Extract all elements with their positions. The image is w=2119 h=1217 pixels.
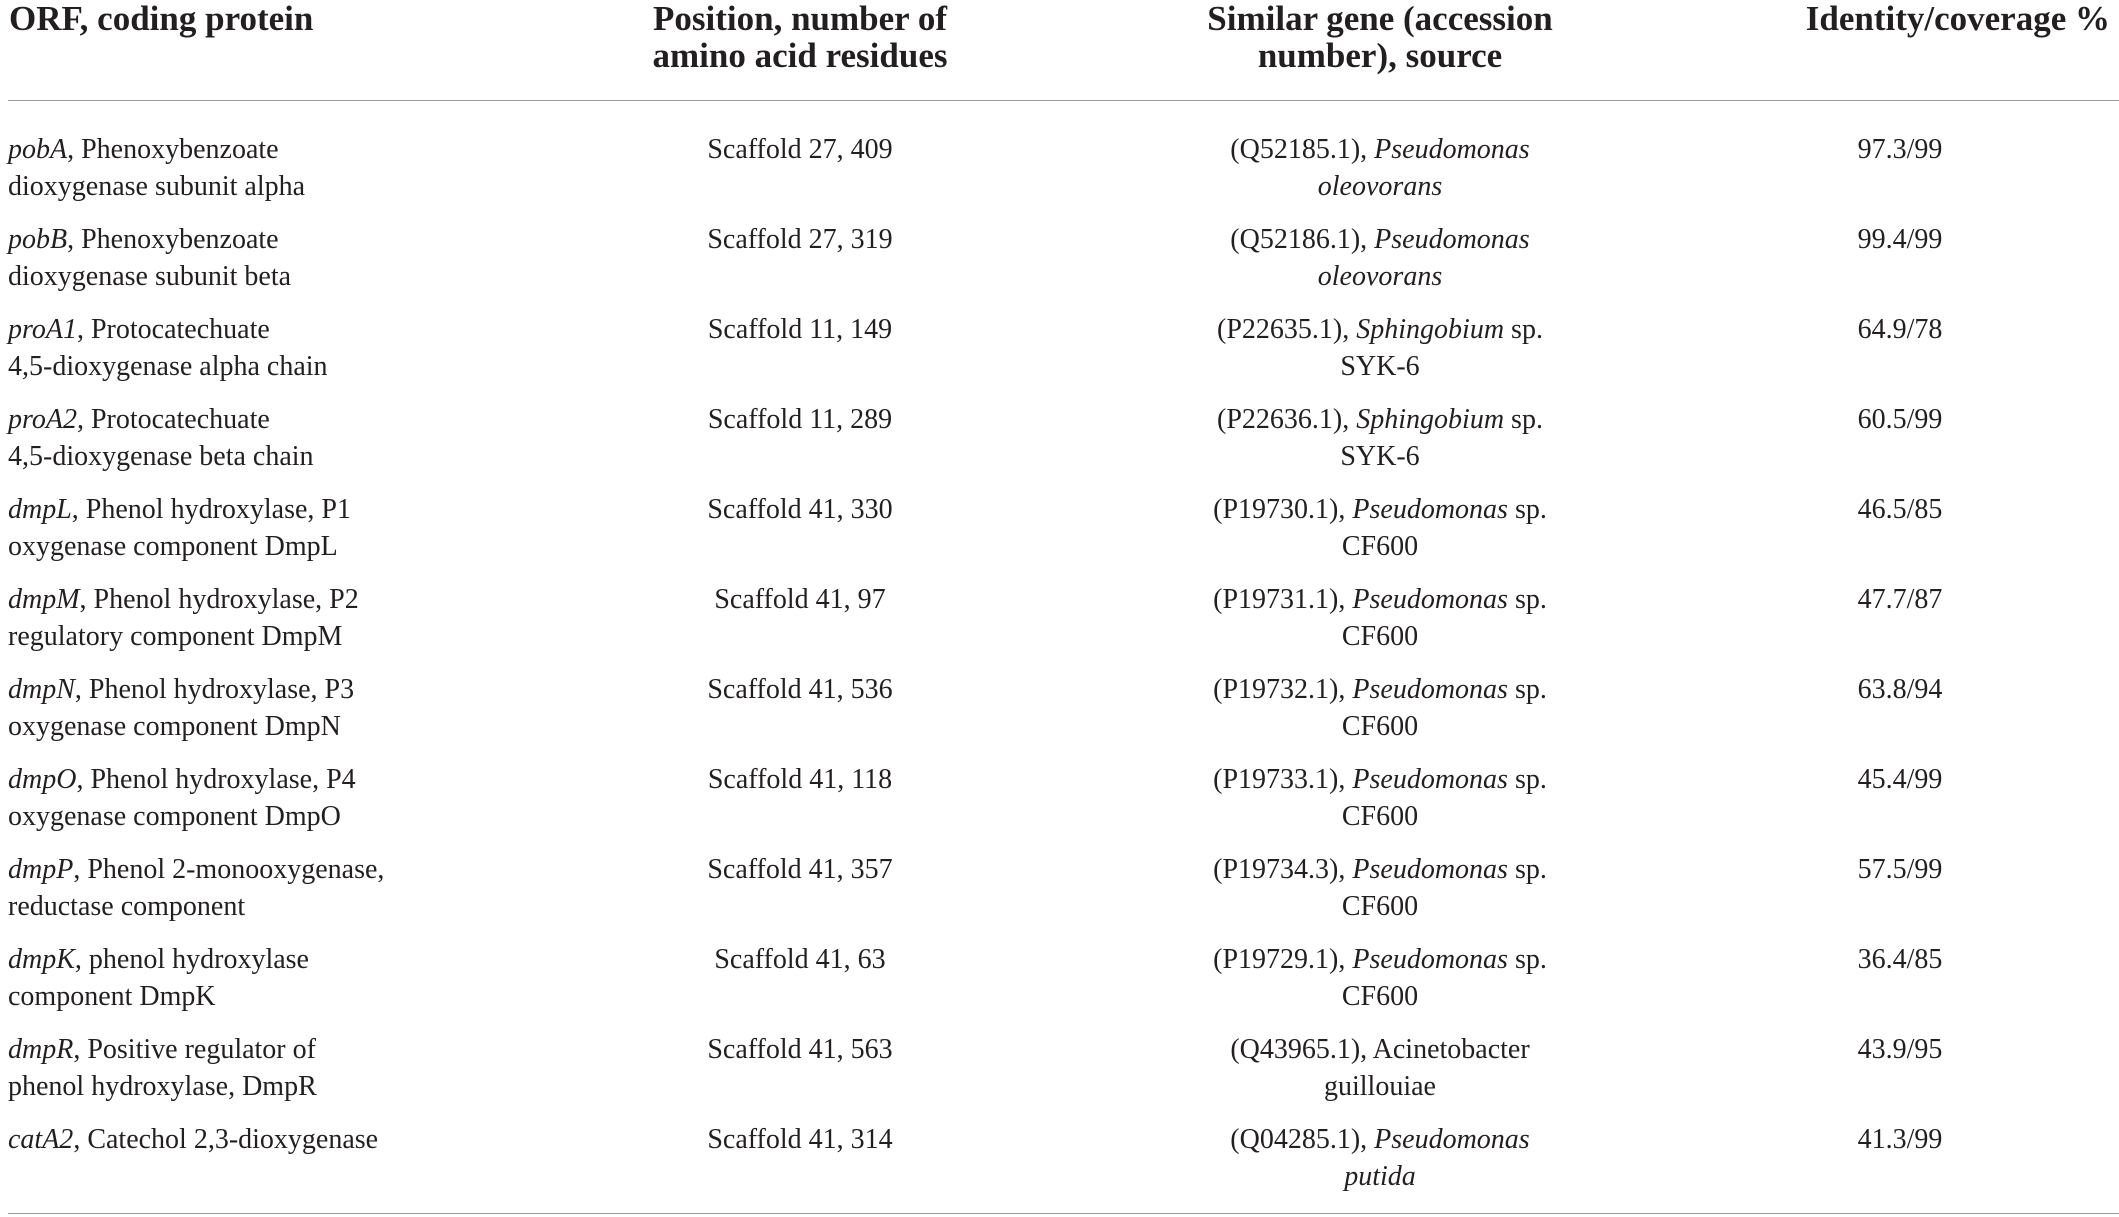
protein-desc-line1: , Phenol hydroxylase, P4 [76, 764, 356, 795]
protein-desc-line1: , Protocatechuate [76, 404, 270, 435]
identity-value: 46.5/85 [1857, 494, 1943, 525]
header-identity: Identity/coverage % [1805, 0, 2110, 38]
identity-cell [1780, 491, 2020, 528]
orf-cell [8, 1121, 468, 1158]
identity-value: 47.7/87 [1857, 584, 1943, 615]
position-cell [600, 671, 1000, 708]
species-line2: guillouiae [1324, 1071, 1436, 1102]
genus: Pseudomonas [1352, 494, 1508, 525]
protein-desc-line1: , Phenol hydroxylase, P2 [79, 584, 359, 615]
position-value: Scaffold 41, 330 [707, 494, 893, 525]
table-row [0, 1031, 2119, 1121]
accession: (P19729.1), [1213, 944, 1353, 975]
table-row [0, 311, 2119, 401]
accession: (Q52185.1), [1230, 134, 1375, 165]
genus: Sphingobium [1356, 404, 1505, 435]
similar-gene-cell [1150, 1031, 1610, 1105]
accession: (Q04285.1), [1230, 1124, 1375, 1155]
protein-desc-line2: dioxygenase subunit beta [8, 261, 292, 292]
table-row [0, 401, 2119, 491]
identity-cell [1780, 941, 2020, 978]
genus: Pseudomonas [1352, 854, 1508, 885]
identity-cell [1780, 401, 2020, 438]
orf-cell [8, 851, 468, 925]
position-cell [600, 401, 1000, 438]
similar-gene-cell [1150, 401, 1610, 475]
species-line2: oleovorans [1317, 171, 1443, 202]
species-suffix: sp. [1504, 314, 1543, 345]
species-suffix: sp. [1507, 494, 1547, 525]
position-cell [600, 1031, 1000, 1068]
header-rule [8, 100, 2119, 101]
gene-name: dmpR [8, 1034, 74, 1065]
genus: Sphingobium [1356, 314, 1505, 345]
orf-cell [8, 491, 468, 565]
bottom-rule [8, 1213, 2119, 1214]
position-value: Scaffold 41, 314 [707, 1124, 893, 1155]
identity-value: 97.3/99 [1857, 134, 1943, 165]
similar-gene-cell [1150, 131, 1610, 205]
position-cell [600, 491, 1000, 528]
similar-gene-cell [1150, 581, 1610, 655]
protein-desc-line2: phenol hydroxylase, DmpR [8, 1071, 317, 1102]
protein-desc-line1: , Protocatechuate [76, 314, 270, 345]
identity-cell [1780, 581, 2020, 618]
orf-cell [8, 761, 468, 835]
species-line2: CF600 [1341, 531, 1419, 562]
gene-name: dmpK [8, 944, 75, 975]
orf-cell [8, 221, 468, 295]
protein-desc-line1: , Positive regulator of [73, 1034, 316, 1065]
accession: (P19731.1), [1213, 584, 1353, 615]
identity-value: 57.5/99 [1857, 854, 1943, 885]
table-row [0, 671, 2119, 761]
position-value: Scaffold 11, 149 [707, 314, 893, 345]
identity-value: 41.3/99 [1857, 1124, 1943, 1155]
accession: (Q43965.1), Acinetobacter [1230, 1034, 1530, 1065]
position-value: Scaffold 41, 357 [707, 854, 893, 885]
header-similar-gene: Similar gene (accession number), source [1207, 0, 1553, 75]
position-cell [600, 131, 1000, 168]
species-line2: SYK-6 [1340, 351, 1420, 382]
species-suffix: sp. [1507, 764, 1547, 795]
gene-name: dmpN [8, 674, 75, 705]
similar-gene-cell [1150, 761, 1610, 835]
protein-desc-line2: 4,5-dioxygenase alpha chain [8, 351, 328, 382]
identity-value: 45.4/99 [1857, 764, 1943, 795]
similar-gene-cell [1150, 941, 1610, 1015]
protein-desc-line2: reductase component [8, 891, 246, 922]
gene-name: dmpM [8, 584, 80, 615]
protein-desc-line1: , phenol hydroxylase [74, 944, 309, 975]
table-row [0, 581, 2119, 671]
table-row [0, 221, 2119, 311]
protein-desc-line2: 4,5-dioxygenase beta chain [8, 441, 314, 472]
identity-cell [1780, 311, 2020, 348]
identity-cell [1780, 851, 2020, 888]
accession: (P19730.1), [1213, 494, 1353, 525]
species-suffix: sp. [1507, 674, 1547, 705]
identity-value: 43.9/95 [1857, 1034, 1943, 1065]
species-line2: putida [1344, 1161, 1416, 1192]
orf-cell [8, 131, 468, 205]
position-value: Scaffold 41, 97 [714, 584, 886, 615]
species-suffix: sp. [1507, 584, 1547, 615]
position-value: Scaffold 41, 536 [707, 674, 893, 705]
position-value: Scaffold 41, 563 [707, 1034, 893, 1065]
gene-name: catA2 [8, 1124, 74, 1155]
genus: Pseudomonas [1352, 584, 1508, 615]
position-cell [600, 941, 1000, 978]
species-suffix: sp. [1504, 404, 1543, 435]
orf-cell [8, 401, 468, 475]
accession: (P19733.1), [1213, 764, 1353, 795]
table-row [0, 491, 2119, 581]
accession: (P22636.1), [1217, 404, 1357, 435]
orf-cell [8, 1031, 468, 1105]
position-value: Scaffold 41, 63 [714, 944, 886, 975]
identity-value: 36.4/85 [1857, 944, 1943, 975]
orf-cell [8, 581, 468, 655]
similar-gene-cell [1150, 1121, 1610, 1195]
position-cell [600, 761, 1000, 798]
position-cell [600, 581, 1000, 618]
identity-value: 64.9/78 [1857, 314, 1943, 345]
species-suffix: sp. [1507, 944, 1547, 975]
genus: Pseudomonas [1374, 224, 1530, 255]
identity-value: 60.5/99 [1857, 404, 1943, 435]
protein-desc-line2: oxygenase component DmpN [8, 711, 341, 742]
similar-gene-cell [1150, 311, 1610, 385]
accession: (P19732.1), [1213, 674, 1353, 705]
similar-gene-cell [1150, 491, 1610, 565]
gene-name: dmpP [8, 854, 74, 885]
position-value: Scaffold 27, 409 [707, 134, 893, 165]
gene-name: dmpO [8, 764, 77, 795]
species-line2: oleovorans [1317, 261, 1443, 292]
gene-name: proA2 [8, 404, 77, 435]
header-orf: ORF, coding protein [9, 0, 314, 38]
accession: (P19734.3), [1213, 854, 1353, 885]
protein-desc-line1: , Phenol hydroxylase, P1 [71, 494, 352, 525]
table-row [0, 131, 2119, 221]
species-line2: CF600 [1341, 711, 1419, 742]
table-row [0, 1121, 2119, 1211]
orf-cell [8, 311, 468, 385]
orf-cell [8, 671, 468, 745]
position-value: Scaffold 11, 289 [707, 404, 893, 435]
protein-desc-line2: regulatory component DmpM [8, 621, 343, 652]
table-header [0, 0, 2119, 101]
protein-desc-line1: , Phenoxybenzoate [67, 134, 279, 165]
identity-cell [1780, 761, 2020, 798]
position-cell [600, 1121, 1000, 1158]
table-row [0, 761, 2119, 851]
protein-desc-line1: , Phenol 2-monooxygenase, [73, 854, 385, 885]
gene-name: pobB [8, 224, 68, 255]
protein-desc-line1: , Phenol hydroxylase, P3 [74, 674, 355, 705]
species-line2: SYK-6 [1340, 441, 1420, 472]
genus: Pseudomonas [1352, 674, 1508, 705]
protein-desc-line1: , Phenoxybenzoate [67, 224, 279, 255]
orf-cell [8, 941, 468, 1015]
accession: (Q52186.1), [1230, 224, 1375, 255]
position-value: Scaffold 27, 319 [707, 224, 893, 255]
species-suffix: sp. [1507, 854, 1547, 885]
similar-gene-cell [1150, 851, 1610, 925]
identity-value: 63.8/94 [1857, 674, 1943, 705]
header-position: Position, number of amino acid residues [652, 0, 948, 75]
genus: Pseudomonas [1352, 944, 1508, 975]
protein-desc-line2: component DmpK [8, 981, 216, 1012]
gene-name: proA1 [8, 314, 77, 345]
species-line2: CF600 [1341, 801, 1419, 832]
species-line2: CF600 [1341, 891, 1419, 922]
identity-cell [1780, 1031, 2020, 1068]
protein-desc-line2: oxygenase component DmpL [8, 531, 338, 562]
position-value: Scaffold 41, 118 [707, 764, 893, 795]
table-row [0, 851, 2119, 941]
similar-gene-cell [1150, 221, 1610, 295]
position-cell [600, 311, 1000, 348]
accession: (P22635.1), [1217, 314, 1357, 345]
protein-desc-line2: oxygenase component DmpO [8, 801, 341, 832]
identity-cell [1780, 1121, 2020, 1158]
gene-name: pobA [8, 134, 68, 165]
genus: Pseudomonas [1374, 134, 1530, 165]
genus: Pseudomonas [1374, 1124, 1530, 1155]
similar-gene-cell [1150, 671, 1610, 745]
gene-name: dmpL [8, 494, 72, 525]
genus: Pseudomonas [1352, 764, 1508, 795]
protein-desc-line2: dioxygenase subunit alpha [8, 171, 306, 202]
species-line2: CF600 [1341, 621, 1419, 652]
identity-cell [1780, 671, 2020, 708]
table-row [0, 941, 2119, 1031]
position-cell [600, 221, 1000, 258]
identity-cell [1780, 131, 2020, 168]
identity-value: 99.4/99 [1857, 224, 1943, 255]
position-cell [600, 851, 1000, 888]
identity-cell [1780, 221, 2020, 258]
protein-desc-line1: , Catechol 2,3-dioxygenase [73, 1124, 379, 1155]
species-line2: CF600 [1341, 981, 1419, 1012]
